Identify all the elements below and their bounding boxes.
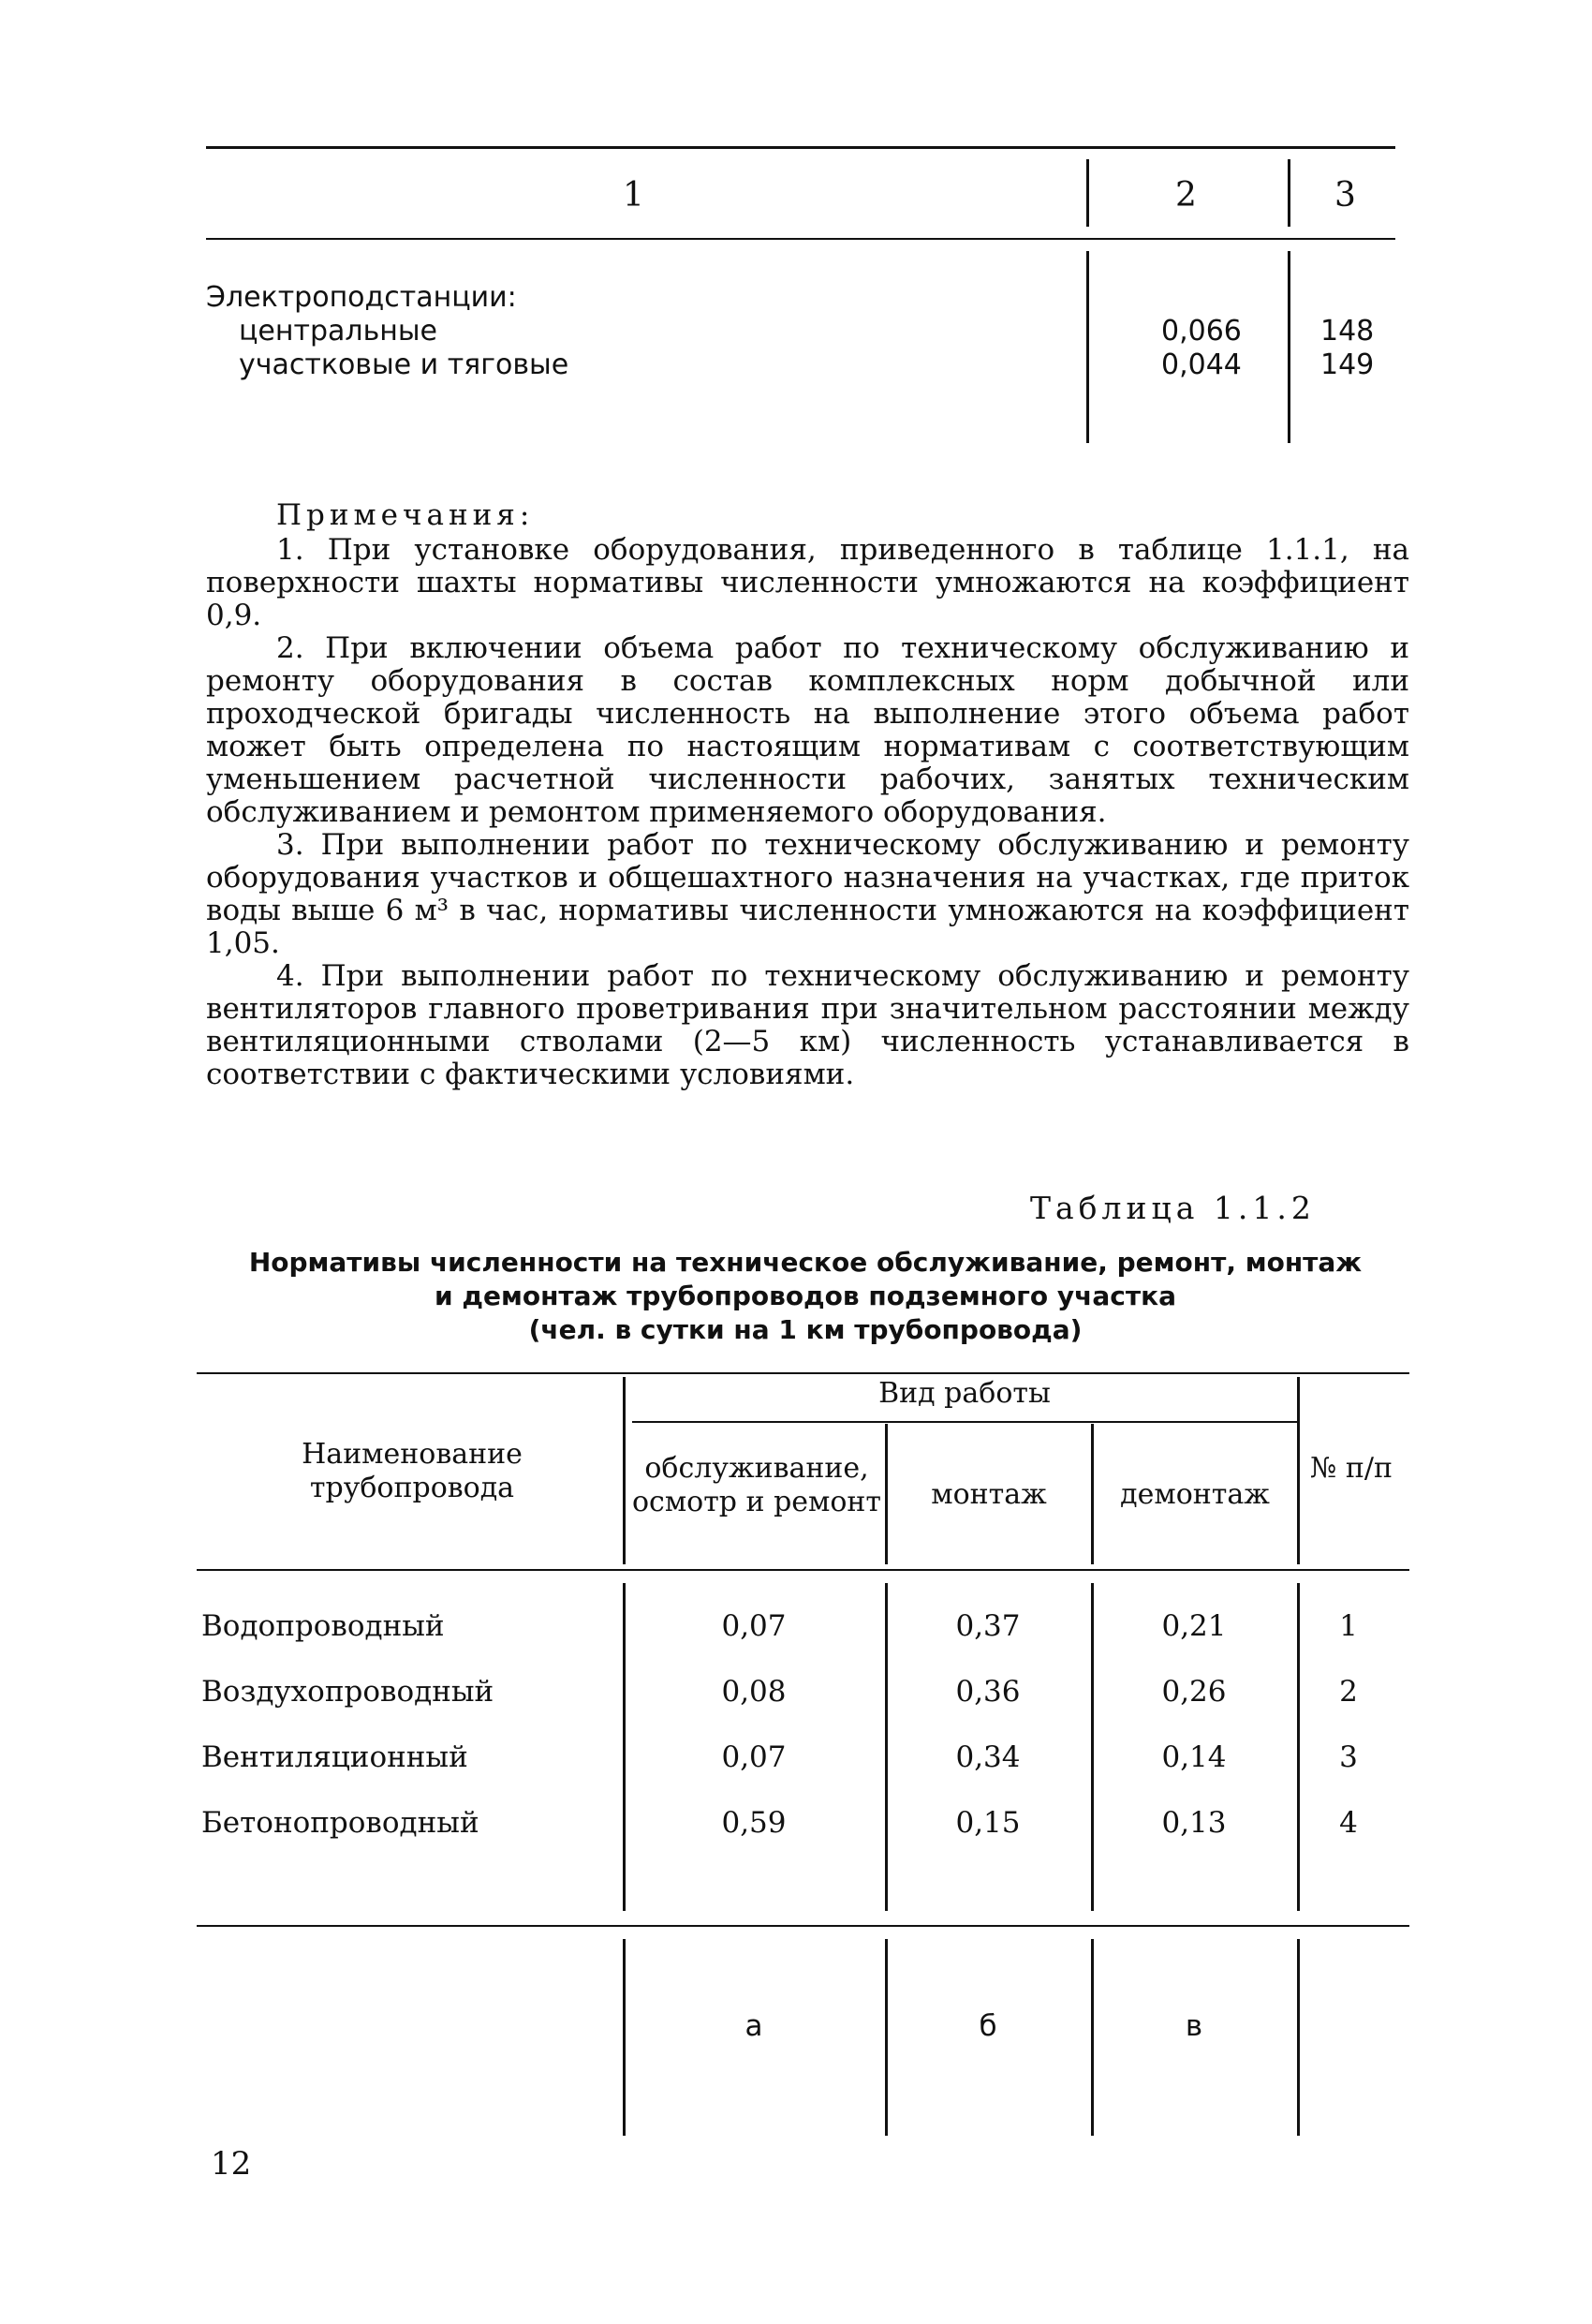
table2-row-name: Водопроводный (201, 1609, 445, 1643)
table1-header-border (206, 238, 1395, 240)
table2-cell-mount: 0,34 (955, 1740, 1021, 1774)
table2-footer-letter: б (979, 2009, 997, 2043)
table1-col-divider (1086, 251, 1089, 443)
table2-header-num: № п/п (1309, 1452, 1393, 1485)
table2-cell-dismount: 0,26 (1161, 1675, 1227, 1709)
table2-row-name: Воздухопроводный (201, 1675, 494, 1709)
table1-row-value: 0,066 (1161, 315, 1242, 348)
table1-col-divider (1086, 159, 1089, 227)
table2-footer-letter: а (744, 2009, 763, 2043)
notes-section (206, 499, 1409, 1091)
table2-header-col: демонтаж (1120, 1478, 1270, 1511)
table2-cell-service: 0,59 (721, 1806, 787, 1840)
table2-footer-letter: в (1185, 2009, 1203, 2043)
table2-header-col: обслуживание, осмотр и ремонт (631, 1452, 882, 1518)
table1-row-name: участковые и тяговые (239, 348, 569, 381)
table1-top-border (206, 146, 1395, 149)
table2-cell-number: 3 (1339, 1740, 1358, 1774)
table2-cell-number: 1 (1339, 1609, 1358, 1643)
table2-group-divider (632, 1421, 1297, 1423)
table1-col-divider (1288, 251, 1290, 443)
table1-row-code: 149 (1320, 348, 1375, 381)
table2-col-divider (885, 1583, 888, 1911)
table2-cell-number: 4 (1339, 1806, 1358, 1840)
table2-cell-dismount: 0,14 (1161, 1740, 1227, 1774)
table2-col-divider (623, 1939, 626, 2136)
table2-title-line: и демонтаж трубопроводов подземного участка (434, 1280, 1176, 1311)
table1-row-name: центральные (239, 315, 438, 348)
table2-cell-mount: 0,36 (955, 1675, 1021, 1709)
note-item: 1. При установке оборудования, приведенного в таблице 1.1.1, на поверхности шахты нормативы численности умножаются на коэффициент 0,9. (206, 533, 1409, 632)
table2-col-divider (623, 1583, 626, 1911)
table2-cell-service: 0,08 (721, 1675, 787, 1709)
table2-title-line: Нормативы численности на техническое обслуживание, ремонт, монтаж (248, 1247, 1363, 1278)
table2-header-col: монтаж (931, 1478, 1047, 1511)
table1-header-col1: 1 (623, 176, 644, 215)
note-item: 3. При выполнении работ по техническому обслуживанию и ремонту оборудования участков и общешахтного назначения на участках, где приток воды выше 6 м³ в час, нормативы численности умножаются на коэффициент 1,05. (206, 828, 1409, 960)
table2-header-group: Вид работы (878, 1377, 1051, 1410)
table2-bottom-border (197, 1925, 1409, 1927)
table2-cell-service: 0,07 (721, 1740, 787, 1774)
table2-header-border (197, 1569, 1409, 1571)
note-item: 4. При выполнении работ по техническому обслуживанию и ремонту вентиляторов главного проветривания при значительном расстоянии между вентиляционными стволами (2—5 км) численность устанавливается в соответствии с фактическими условиями. (206, 959, 1409, 1091)
table2-col-divider (885, 1424, 888, 1564)
table2-col-divider (1297, 1939, 1300, 2136)
table2-cell-mount: 0,15 (955, 1806, 1021, 1840)
table2-col-divider (1297, 1377, 1300, 1564)
table1-row-code: 148 (1320, 315, 1375, 348)
table1-row-value: 0,044 (1161, 348, 1242, 381)
table2-cell-dismount: 0,21 (1161, 1609, 1227, 1643)
table2-col-divider (885, 1939, 888, 2136)
table2-cell-number: 2 (1339, 1675, 1358, 1709)
notes-title: Примечания: (276, 498, 535, 532)
table2-cell-mount: 0,37 (955, 1609, 1021, 1643)
table2-col-divider (1091, 1424, 1094, 1564)
table1-header-col2: 2 (1175, 176, 1197, 215)
table1-group-label: Электроподстанции: (206, 281, 517, 314)
table2-label: Таблица 1.1.2 (1030, 1190, 1316, 1226)
table2-cell-service: 0,07 (721, 1609, 787, 1643)
table2-header-name: Наименование трубопровода (302, 1438, 523, 1504)
table2-row-name: Вентиляционный (201, 1740, 468, 1774)
table2-row-name: Бетонопроводный (201, 1806, 479, 1840)
table2-top-border (197, 1372, 1409, 1374)
note-item: 2. При включении объема работ по техническому обслуживанию и ремонту оборудования в состав комплексных норм добычной или проходческой бригады численность на выполнение этого объема работ может быть определена по настоящим нормативам с соответствующим уменьшением расчетной численности рабочих, занятых техническим обслуживанием и ремонтом применяемого оборудования. (206, 631, 1409, 829)
table2-title-line: (чел. в сутки на 1 км трубопровода) (528, 1314, 1083, 1345)
table2-col-divider (1091, 1939, 1094, 2136)
table2-col-divider (623, 1377, 626, 1564)
page-number: 12 (211, 2145, 252, 2183)
table1-header-col3: 3 (1334, 176, 1356, 215)
table2-cell-dismount: 0,13 (1161, 1806, 1227, 1840)
table2-title (201, 1246, 1409, 1347)
table2-col-divider (1091, 1583, 1094, 1911)
table1-col-divider (1288, 159, 1290, 227)
